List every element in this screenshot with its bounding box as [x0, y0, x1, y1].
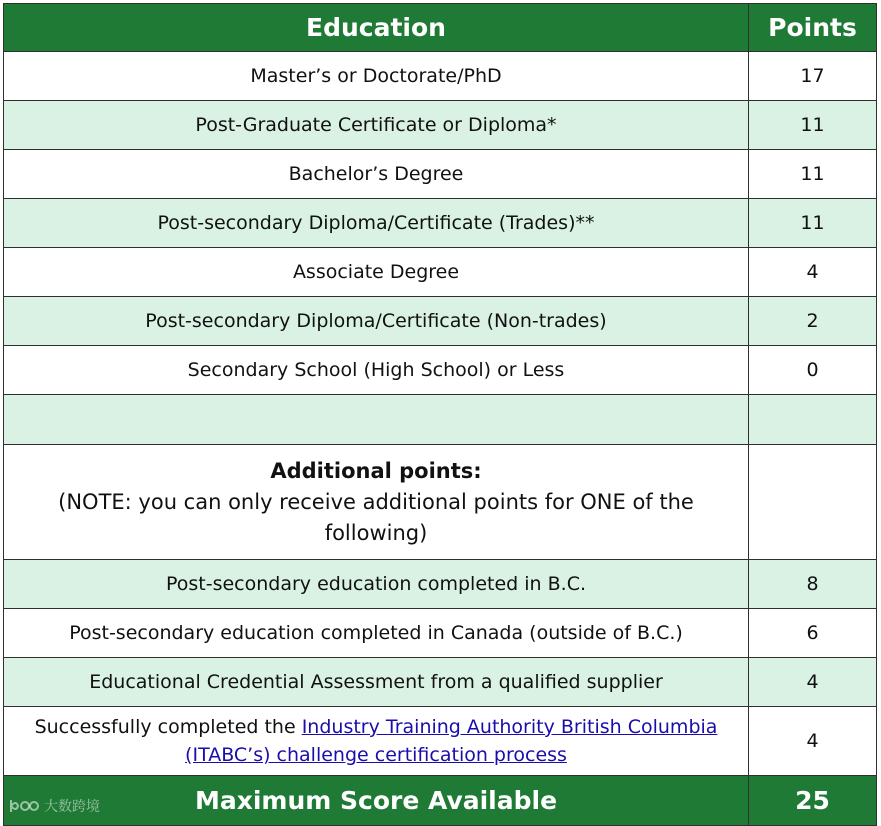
max-score-points: 25: [749, 776, 877, 826]
points-column-header: Points: [749, 4, 877, 52]
row-label: Secondary School (High School) or Less: [4, 346, 749, 395]
table-row: [4, 101, 877, 150]
row-points: 4: [749, 707, 877, 776]
row-label: Post-secondary Diploma/Certificate (Non-trades): [4, 297, 749, 346]
itabc-row: [4, 707, 877, 776]
additional-points-row: [4, 445, 877, 560]
row-label: Post-Graduate Certificate or Diploma*: [4, 101, 749, 150]
row-points: 11: [749, 150, 877, 199]
spacer-row: [4, 395, 877, 445]
row-points: 2: [749, 297, 877, 346]
watermark-text: 大数跨境: [44, 799, 100, 815]
row-label: Educational Credential Assessment from a qualified supplier: [4, 658, 749, 707]
table-row: [4, 150, 877, 199]
table-header-row: [4, 4, 877, 52]
footer-row: [4, 776, 877, 826]
row-label: Bachelor’s Degree: [4, 150, 749, 199]
table-row: [4, 297, 877, 346]
additional-points-note: (NOTE: you can only receive additional points for ONE of the following): [58, 489, 694, 545]
education-column-header: Education: [4, 4, 749, 52]
additional-points-title: Additional points:: [270, 458, 482, 483]
table-row: [4, 560, 877, 609]
row-label: Post-secondary education completed in Canada (outside of B.C.): [4, 609, 749, 658]
row-label: Post-secondary education completed in B.C.: [4, 560, 749, 609]
row-points: 11: [749, 101, 877, 150]
row-label: Master’s or Doctorate/PhD: [4, 52, 749, 101]
itabc-cell: [4, 707, 749, 776]
table-row: [4, 609, 877, 658]
watermark: [8, 793, 100, 819]
spacer-cell: [4, 395, 749, 445]
education-points-table: [3, 3, 877, 826]
itabc-prefix: Successfully completed the: [34, 716, 302, 738]
max-score-label: Maximum Score Available: [4, 776, 749, 826]
row-label: Associate Degree: [4, 248, 749, 297]
row-points: 4: [749, 658, 877, 707]
row-points: 4: [749, 248, 877, 297]
row-points: 6: [749, 609, 877, 658]
table-row: [4, 248, 877, 297]
itabc-link[interactable]: Industry Training Authority British Columbia (ITABC’s) challenge certification process: [185, 716, 718, 766]
spacer-cell: [749, 395, 877, 445]
row-points: 0: [749, 346, 877, 395]
table-row: [4, 52, 877, 101]
table-row: [4, 346, 877, 395]
table-row: [4, 199, 877, 248]
table-row: [4, 658, 877, 707]
brand-logo-icon: [8, 796, 40, 816]
row-points: 17: [749, 52, 877, 101]
additional-points-cell: [4, 445, 749, 560]
row-points: 8: [749, 560, 877, 609]
row-label: Post-secondary Diploma/Certificate (Trades)**: [4, 199, 749, 248]
additional-points-empty: [749, 445, 877, 560]
row-points: 11: [749, 199, 877, 248]
